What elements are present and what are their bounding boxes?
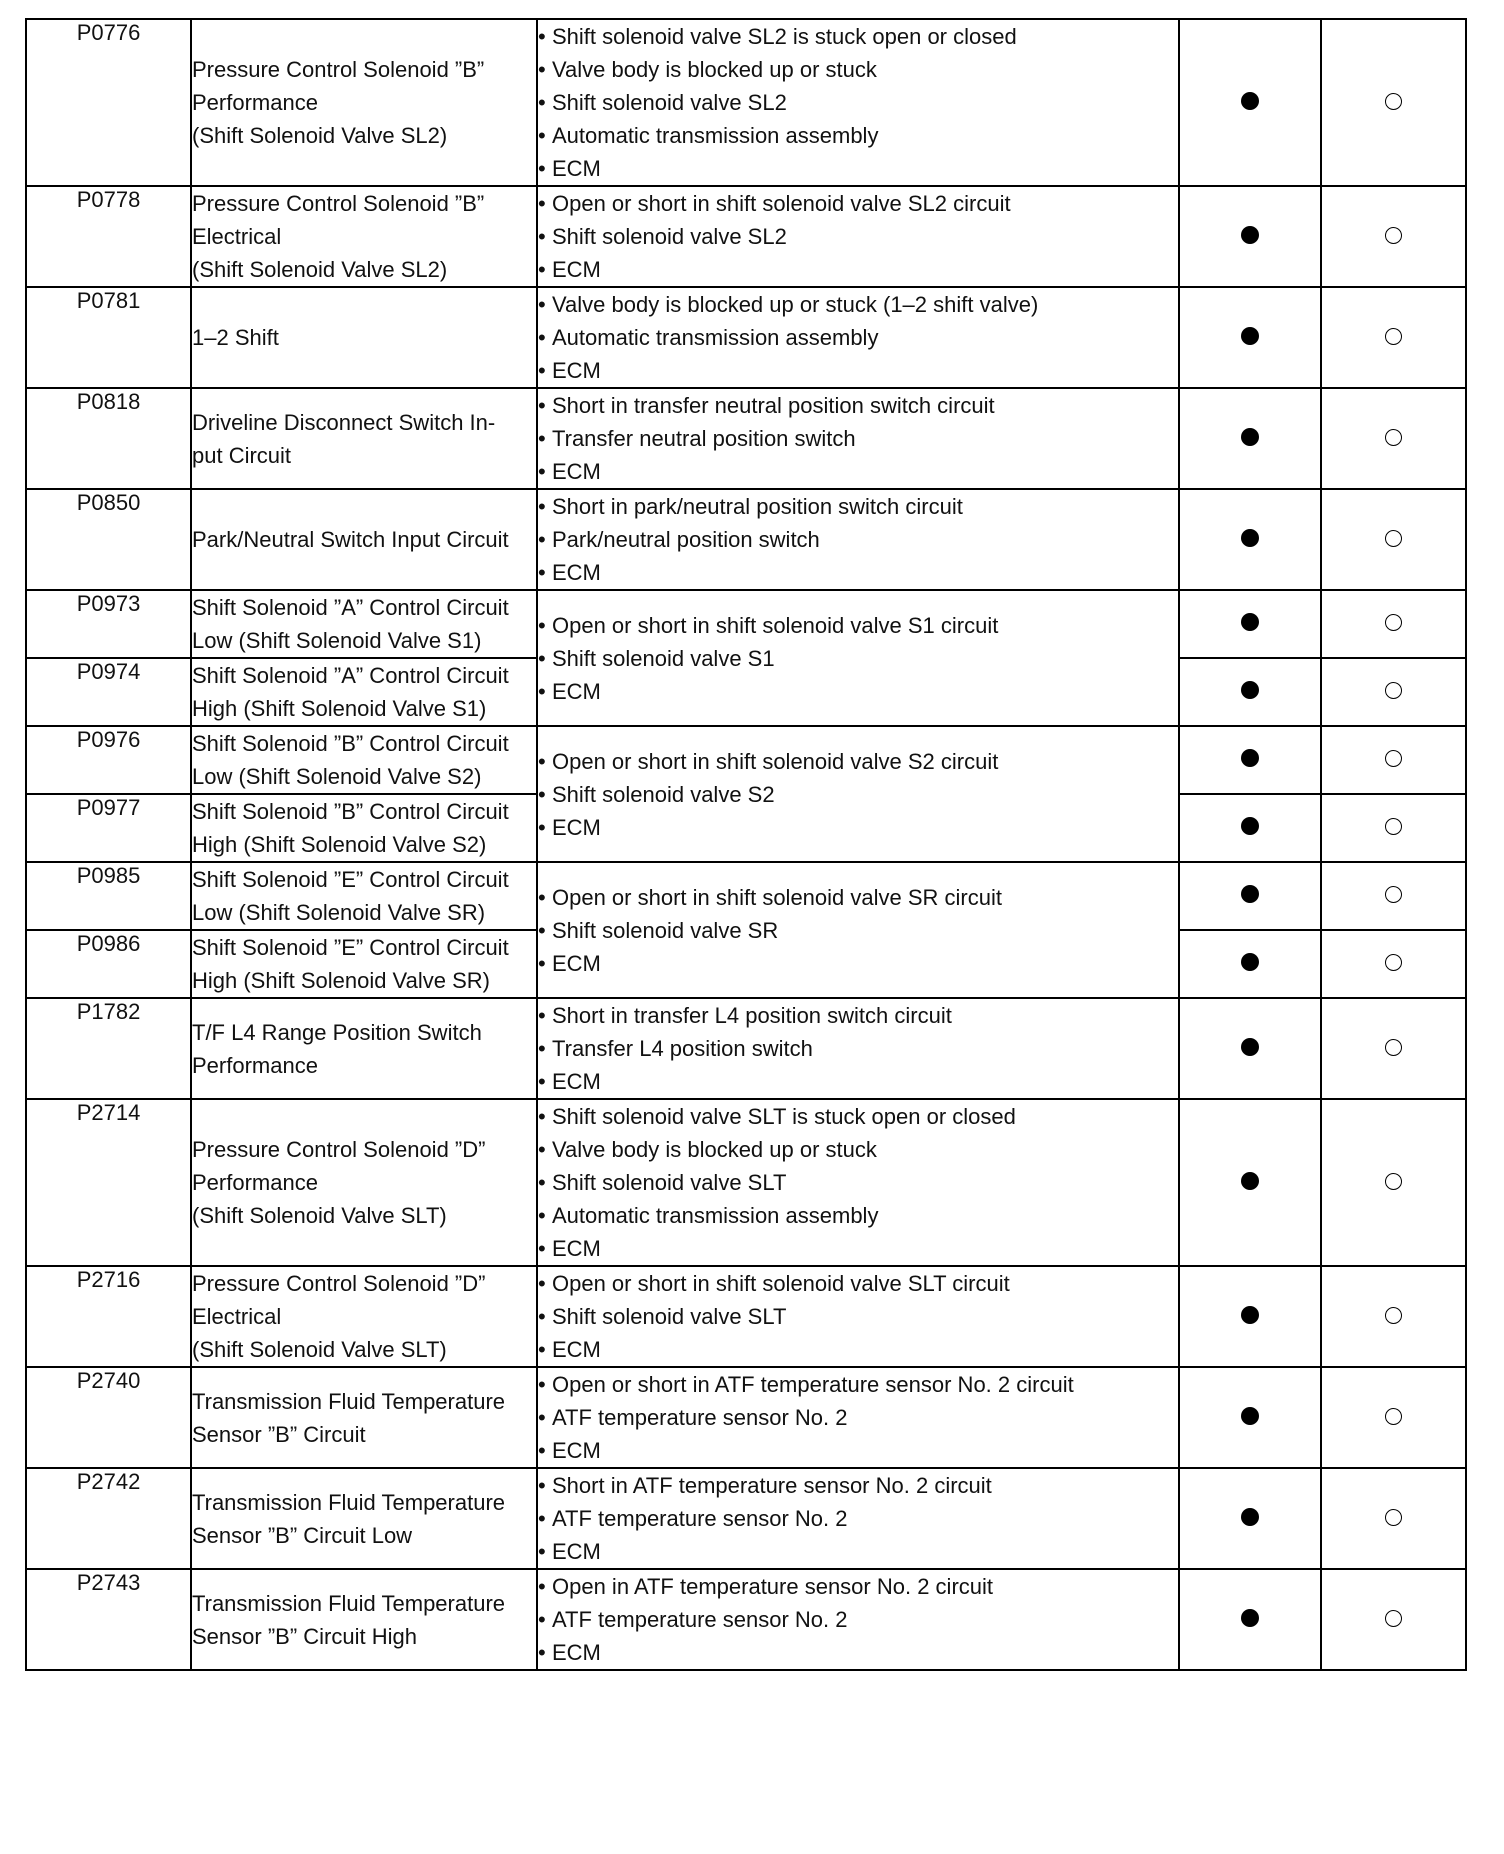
memory-indicator-cell [1321,1367,1466,1468]
trouble-area-item: • Open or short in shift solenoid valve SL2 circuit [538,187,1178,220]
trouble-area-item: • Open or short in ATF temperature sensor No. 2 circuit [538,1368,1178,1401]
trouble-area [537,388,1179,489]
detection-item-line: Shift Solenoid ”E” Control Circuit [192,867,509,892]
open-circle-icon [1385,1039,1402,1056]
mil-indicator-cell [1179,489,1321,590]
dtc-code: P0778 [26,186,191,287]
detection-item-line: T/F L4 Range Position Switch [192,1019,482,1045]
trouble-area [537,287,1179,388]
trouble-area-item: • Short in park/neutral position switch circuit [538,490,1178,523]
dtc-code: P2740 [26,1367,191,1468]
trouble-area-item: • ECM [538,556,1178,589]
trouble-area-item: • Shift solenoid valve SLT is stuck open or closed [538,1100,1178,1133]
mil-indicator-cell [1179,998,1321,1099]
detection-item [191,794,537,862]
trouble-area-item: • Transfer L4 position switch [538,1032,1178,1065]
filled-circle-icon [1241,1407,1259,1425]
memory-indicator-cell [1321,1468,1466,1569]
detection-item-line: Low (Shift Solenoid Valve SR) [192,900,486,925]
mil-indicator-cell [1179,794,1321,862]
dtc-code: P0986 [26,930,191,998]
mil-indicator-cell [1179,388,1321,489]
trouble-area-item: • Short in transfer L4 position switch circuit [538,999,1178,1032]
trouble-area-list [538,999,1178,1098]
open-circle-icon [1385,954,1402,971]
detection-item [191,1367,537,1468]
trouble-area-item: • ECM [538,947,1178,980]
trouble-area-list [538,609,1178,708]
open-circle-icon [1385,1610,1402,1627]
open-circle-icon [1385,818,1402,835]
trouble-area-item: • Shift solenoid valve S2 [538,778,1178,811]
trouble-area-item: • ECM [538,811,1178,844]
filled-circle-icon [1241,529,1259,547]
trouble-area [537,1569,1179,1670]
detection-item [191,1099,537,1266]
memory-indicator-cell [1321,186,1466,287]
filled-circle-icon [1241,681,1259,699]
memory-indicator-cell [1321,590,1466,658]
memory-indicator-cell [1321,726,1466,794]
detection-item-line: High (Shift Solenoid Valve S1) [192,696,487,721]
trouble-area [537,1367,1179,1468]
mil-indicator-cell [1179,930,1321,998]
mil-indicator-cell [1179,862,1321,930]
trouble-area-item: • ECM [538,253,1178,286]
detection-item [191,489,537,590]
dtc-row-p0778 [26,186,1466,287]
mil-indicator-cell [1179,658,1321,726]
trouble-area-item: • Transfer neutral position switch [538,422,1178,455]
trouble-area-item: • ATF temperature sensor No. 2 [538,1401,1178,1434]
detection-item [191,19,537,186]
detection-item-line: Sensor ”B” Circuit High [192,1623,417,1649]
dtc-row-p0850 [26,489,1466,590]
open-circle-icon [1385,93,1402,110]
dtc-row-p0973 [26,590,1466,658]
mil-indicator-cell [1179,1099,1321,1266]
trouble-area-list [538,745,1178,844]
detection-item-line: High (Shift Solenoid Valve SR) [192,968,490,993]
trouble-area-item: • Automatic transmission assembly [538,119,1178,152]
dtc-code: P2716 [26,1266,191,1367]
detection-item-line: Electrical [192,224,282,249]
filled-circle-icon [1241,613,1259,631]
dtc-table-body [26,19,1466,1670]
dtc-row-p1782 [26,998,1466,1099]
trouble-area-item: • Shift solenoid valve SR [538,914,1178,947]
detection-item-line: Shift Solenoid ”A” Control Circuit [192,595,509,620]
trouble-area-item: • Shift solenoid valve SL2 is stuck open or closed [538,20,1178,53]
dtc-code: P0973 [26,590,191,658]
dtc-row-p2716 [26,1266,1466,1367]
mil-indicator-cell [1179,287,1321,388]
dtc-row-p2742 [26,1468,1466,1569]
filled-circle-icon [1241,226,1259,244]
open-circle-icon [1385,1408,1402,1425]
mil-indicator-cell [1179,1266,1321,1367]
dtc-code: P2743 [26,1569,191,1670]
dtc-row-p2714 [26,1099,1466,1266]
dtc-code: P2742 [26,1468,191,1569]
dtc-row-p2740 [26,1367,1466,1468]
trouble-area-list [538,1100,1178,1265]
trouble-area-item: • Short in ATF temperature sensor No. 2 circuit [538,1469,1178,1502]
trouble-area-item: • Park/neutral position switch [538,523,1178,556]
detection-item [191,388,537,489]
trouble-area [537,489,1179,590]
detection-item-line: (Shift Solenoid Valve SL2) [192,123,448,148]
detection-item-line: Pressure Control Solenoid ”B” [192,191,485,216]
detection-item-line: Transmission Fluid Temperature [192,1388,506,1414]
detection-item-line: Shift Solenoid ”B” Control Circuit [192,799,509,824]
filled-circle-icon [1241,1038,1259,1056]
mil-indicator-cell [1179,1569,1321,1670]
trouble-area-item: • ECM [538,1065,1178,1098]
trouble-area-list [538,1368,1178,1467]
detection-item-line: (Shift Solenoid Valve SL2) [192,257,448,282]
dtc-row-p0776 [26,19,1466,186]
detection-item-line: Transmission Fluid Temperature [192,1590,506,1616]
mil-indicator-cell [1179,186,1321,287]
trouble-area-item: • Shift solenoid valve SL2 [538,220,1178,253]
trouble-area-item: • ECM [538,455,1178,488]
dtc-code: P0818 [26,388,191,489]
trouble-area-item: • ECM [538,1333,1178,1366]
open-circle-icon [1385,750,1402,767]
detection-item-line: Performance [192,1052,318,1078]
trouble-area [537,1266,1179,1367]
open-circle-icon [1385,530,1402,547]
trouble-area-item: • Valve body is blocked up or stuck [538,1133,1178,1166]
detection-item [191,998,537,1099]
open-circle-icon [1385,227,1402,244]
trouble-area-item: • Open or short in shift solenoid valve S1 circuit [538,609,1178,642]
filled-circle-icon [1241,817,1259,835]
dtc-row-p0976 [26,726,1466,794]
open-circle-icon [1385,614,1402,631]
detection-item-line: Pressure Control Solenoid ”B” [192,57,485,82]
detection-item-line: Low (Shift Solenoid Valve S1) [192,628,482,653]
detection-item [191,658,537,726]
trouble-area [537,726,1179,862]
memory-indicator-cell [1321,862,1466,930]
detection-item-line: Sensor ”B” Circuit [192,1421,366,1447]
detection-item [191,590,537,658]
trouble-area-item: • Shift solenoid valve SLT [538,1166,1178,1199]
detection-item-line: Shift Solenoid ”A” Control Circuit [192,663,509,688]
detection-item-line: 1–2 Shift [192,325,279,350]
open-circle-icon [1385,682,1402,699]
detection-item-line: Park/Neutral Switch Input Circuit [192,527,509,552]
trouble-area-item: • ECM [538,675,1178,708]
trouble-area-list [538,187,1178,286]
open-circle-icon [1385,1173,1402,1190]
memory-indicator-cell [1321,1099,1466,1266]
trouble-area-item: • Open or short in shift solenoid valve S2 circuit [538,745,1178,778]
filled-circle-icon [1241,92,1259,110]
filled-circle-icon [1241,1306,1259,1324]
memory-indicator-cell [1321,1266,1466,1367]
dtc-row-p0818 [26,388,1466,489]
trouble-area-item: • ATF temperature sensor No. 2 [538,1502,1178,1535]
memory-indicator-cell [1321,287,1466,388]
trouble-area-item: • Automatic transmission assembly [538,1199,1178,1232]
detection-item-line: Driveline Disconnect Switch In- [192,409,496,435]
memory-indicator-cell [1321,1569,1466,1670]
open-circle-icon [1385,1307,1402,1324]
trouble-area-item: • Open or short in shift solenoid valve SR circuit [538,881,1178,914]
trouble-area-list [538,490,1178,589]
dtc-code: P0977 [26,794,191,862]
open-circle-icon [1385,328,1402,345]
trouble-area-item: • Open or short in shift solenoid valve SLT circuit [538,1267,1178,1300]
detection-item [191,287,537,388]
memory-indicator-cell [1321,930,1466,998]
filled-circle-icon [1241,1508,1259,1526]
dtc-code: P0976 [26,726,191,794]
detection-item-line: Performance [192,90,318,115]
memory-indicator-cell [1321,19,1466,186]
dtc-row-p0781 [26,287,1466,388]
detection-item-line: Performance [192,1170,318,1195]
trouble-area-item: • Valve body is blocked up or stuck [538,53,1178,86]
dtc-row-p2743 [26,1569,1466,1670]
detection-item-line: Shift Solenoid ”B” Control Circuit [192,731,509,756]
dtc-row-p0985 [26,862,1466,930]
detection-item-line: Transmission Fluid Temperature [192,1489,506,1515]
trouble-area-list [538,20,1178,185]
detection-item-line: put Circuit [192,442,292,468]
trouble-area-item: • ECM [538,1434,1178,1467]
detection-item-line: Low (Shift Solenoid Valve S2) [192,764,482,789]
filled-circle-icon [1241,749,1259,767]
memory-indicator-cell [1321,658,1466,726]
trouble-area-item: • Shift solenoid valve SL2 [538,86,1178,119]
mil-indicator-cell [1179,726,1321,794]
detection-item [191,1569,537,1670]
open-circle-icon [1385,429,1402,446]
trouble-area-item: • ECM [538,152,1178,185]
trouble-area [537,998,1179,1099]
mil-indicator-cell [1179,1367,1321,1468]
open-circle-icon [1385,886,1402,903]
memory-indicator-cell [1321,998,1466,1099]
detection-item [191,1266,537,1367]
detection-item-line: Electrical [192,1304,282,1329]
filled-circle-icon [1241,327,1259,345]
mil-indicator-cell [1179,1468,1321,1569]
detection-item [191,726,537,794]
detection-item [191,930,537,998]
trouble-area-list [538,881,1178,980]
dtc-code: P1782 [26,998,191,1099]
dtc-code: P0974 [26,658,191,726]
trouble-area-list [538,288,1178,387]
detection-item-line: Pressure Control Solenoid ”D” [192,1271,486,1296]
trouble-area [537,19,1179,186]
filled-circle-icon [1241,953,1259,971]
dtc-table [25,18,1467,1671]
dtc-code: P0985 [26,862,191,930]
trouble-area-item: • Shift solenoid valve S1 [538,642,1178,675]
memory-indicator-cell [1321,388,1466,489]
mil-indicator-cell [1179,19,1321,186]
trouble-area-item: • ECM [538,1636,1178,1669]
trouble-area-item: • Valve body is blocked up or stuck (1–2 shift valve) [538,288,1178,321]
trouble-area-list [538,389,1178,488]
detection-item-line: Sensor ”B” Circuit Low [192,1522,413,1548]
trouble-area-item: • ECM [538,354,1178,387]
trouble-area-list [538,1469,1178,1568]
open-circle-icon [1385,1509,1402,1526]
memory-indicator-cell [1321,489,1466,590]
trouble-area [537,186,1179,287]
trouble-area [537,862,1179,998]
dtc-code: P0850 [26,489,191,590]
trouble-area-item: • ATF temperature sensor No. 2 [538,1603,1178,1636]
dtc-code: P0776 [26,19,191,186]
trouble-area [537,590,1179,726]
trouble-area-item: • Automatic transmission assembly [538,321,1178,354]
detection-item-line: High (Shift Solenoid Valve S2) [192,832,487,857]
trouble-area-item: • Shift solenoid valve SLT [538,1300,1178,1333]
trouble-area [537,1099,1179,1266]
detection-item [191,862,537,930]
detection-item-line: Shift Solenoid ”E” Control Circuit [192,935,509,960]
dtc-code: P2714 [26,1099,191,1266]
detection-item-line: (Shift Solenoid Valve SLT) [192,1337,447,1362]
trouble-area-list [538,1570,1178,1669]
detection-item-line: (Shift Solenoid Valve SLT) [192,1203,447,1228]
detection-item [191,1468,537,1569]
trouble-area-list [538,1267,1178,1366]
filled-circle-icon [1241,428,1259,446]
trouble-area-item: • ECM [538,1535,1178,1568]
filled-circle-icon [1241,1172,1259,1190]
detection-item-line: Pressure Control Solenoid ”D” [192,1137,486,1162]
dtc-code: P0781 [26,287,191,388]
trouble-area-item: • Short in transfer neutral position switch circuit [538,389,1178,422]
trouble-area-item: • ECM [538,1232,1178,1265]
filled-circle-icon [1241,885,1259,903]
mil-indicator-cell [1179,590,1321,658]
memory-indicator-cell [1321,794,1466,862]
trouble-area [537,1468,1179,1569]
detection-item [191,186,537,287]
trouble-area-item: • Open in ATF temperature sensor No. 2 circuit [538,1570,1178,1603]
filled-circle-icon [1241,1609,1259,1627]
